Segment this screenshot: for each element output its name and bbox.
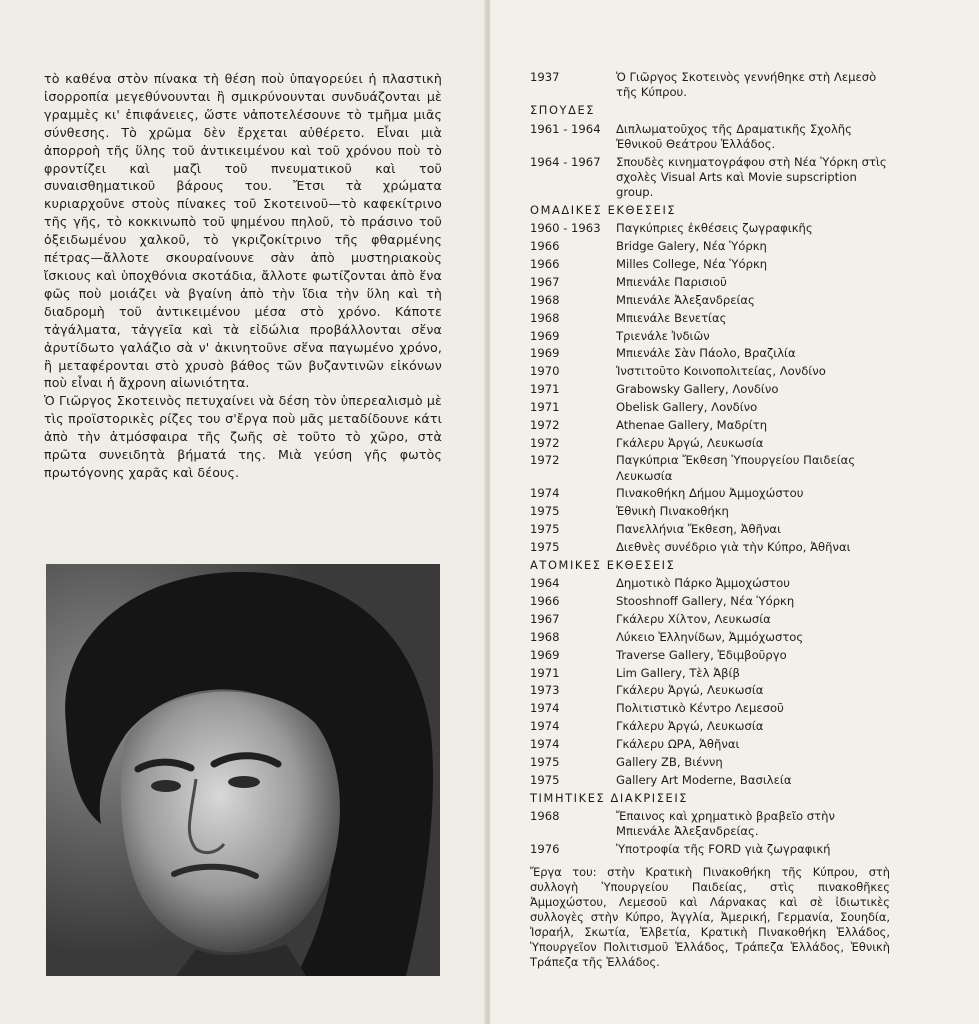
entry-text: Ἔπαινος καὶ χρηματικὸ βραβεῖο στὴν Μπιενάλε Ἀλεξανδρείας. — [616, 809, 835, 839]
entry-text: Γκάλερυ Χίλτον, Λευκωσία — [616, 612, 771, 627]
entry-year: 1970 — [530, 364, 560, 379]
cv-entry — [530, 504, 890, 519]
cv-entry — [530, 453, 890, 483]
entry-year: 1972 — [530, 435, 560, 450]
cv-entry — [530, 122, 890, 152]
cv-entry — [530, 346, 890, 361]
entry-year: 1975 — [530, 504, 560, 519]
cv-entry — [530, 737, 890, 752]
entry-year: 1975 — [530, 772, 560, 787]
entry-year: 1967 — [530, 612, 560, 627]
entry-year: 1966 — [530, 239, 560, 254]
entry-text: Μπιενάλε Βενετίας — [616, 310, 727, 325]
cv-entry — [530, 486, 890, 501]
cv-entry — [530, 755, 890, 770]
entry-text: Traverse Gallery, Ἐδιμβοῦργο — [616, 647, 787, 662]
cv-entry — [530, 364, 890, 379]
entry-year: 1961 - 1964 — [530, 121, 601, 136]
entry-text: Stooshnoff Gallery, Νέα Ὑόρκη — [616, 594, 795, 609]
entry-year: 1966 — [530, 594, 560, 609]
cv-entry — [530, 522, 890, 537]
entry-text: Gallery Art Moderne, Βασιλεία — [616, 772, 792, 787]
bio-year: 1937 — [530, 70, 560, 84]
entry-text: Σπουδὲς κινηματογράφου στὴ Νέα Ὑόρκη στὶς σχολὲς Visual Arts καὶ Movie supscription group. — [616, 154, 887, 200]
entry-year: 1968 — [530, 310, 560, 325]
cv-entry — [530, 382, 890, 397]
cv-entry — [530, 155, 890, 201]
entry-text: Bridge Galery, Νέα Ὑόρκη — [616, 239, 767, 254]
entry-year: 1974 — [530, 701, 560, 716]
entry-year: 1968 — [530, 809, 560, 824]
entry-year: 1969 — [530, 328, 560, 343]
bio-text: Ὁ Γιῶργος Σκοτεινὸς γεννήθηκε στὴ Λεμεσὸ τῆς Κύπρου. — [616, 70, 877, 100]
entry-text: Γκάλερυ Ἀργώ, Λευκωσία — [616, 719, 764, 734]
entry-year: 1973 — [530, 683, 560, 698]
entry-year: 1966 — [530, 257, 560, 272]
section-title: ΑΤΟΜΙΚΕΣ ΕΚΘΕΣΕΙΣ — [530, 558, 676, 573]
entry-text: Λύκειο Ἑλληνίδων, Ἀμμόχωστος — [616, 629, 804, 644]
cv-entry — [530, 329, 890, 344]
cv-entry — [530, 436, 890, 451]
entry-text: Γκάλερυ Ἀργώ, Λευκωσία — [616, 435, 764, 450]
entry-year: 1964 — [530, 576, 560, 591]
cv-entry — [530, 540, 890, 555]
entry-text: Ἰνστιτοῦτο Κοινοπολιτείας, Λονδίνο — [616, 364, 826, 379]
entry-year: 1967 — [530, 275, 560, 289]
cv-entry — [530, 809, 890, 839]
cv-entry — [530, 400, 890, 415]
entry-year: 1971 — [530, 399, 560, 414]
cv-entry — [530, 701, 890, 716]
cv-entry — [530, 275, 890, 290]
entry-text: Παγκύπρια Ἔκθεση Ὑπουργείου Παιδείας Λευκωσία — [616, 453, 856, 483]
cv-entry — [530, 719, 890, 734]
artist-portrait-photo — [46, 564, 440, 976]
entry-year: 1975 — [530, 754, 560, 769]
works-text: Ἔργα του: στὴν Κρατικὴ Πινακοθήκη τῆς Κύπρου, στὴ συλλογὴ Ὑπουργείου Παιδείας, στὶς πινακοθῆκες Ἀμμοχώστου, Λεμεσοῦ καὶ Λάρνακας καὶ σὲ ἰδιωτικὲς συλλογὲς στὴν Κύπρο, Ἀγγλία, Ἀμερική, Γερμανία, Σουηδία, Ἰσραήλ, Σκωτία, Ἑλβετία, Κρατικὴ Πινακοθήκη Ἑλλάδος, Ὑπουργεῖον Πολιτισμοῦ Ἑλλάδος, Τράπεζα Ἑλλάδος, Ἐθνικὴ Τράπεζα τῆς Ἑλλάδος. — [530, 865, 890, 969]
section-title: ΤΙΜΗΤΙΚΕΣ ΔΙΑΚΡΙΣΕΙΣ — [530, 790, 689, 805]
cv-entry — [530, 630, 890, 645]
entry-year: 1969 — [530, 346, 560, 361]
entry-text: Πανελλήνια Ἔκθεση, Ἀθῆναι — [616, 522, 781, 537]
entry-year: 1969 — [530, 647, 560, 662]
entry-text: Ἐθνικὴ Πινακοθήκη — [616, 504, 729, 519]
cv-sections — [530, 103, 890, 857]
entry-text: Παγκύπριες ἐκθέσεις ζωγραφικῆς — [616, 221, 813, 236]
entry-year: 1975 — [530, 522, 560, 537]
essay-paragraph-1: τὸ καθένα στὸν πίνακα τὴ θέση ποὺ ὑπαγορεύει ἡ πλαστικὴ ἰσορροπία μεγεθύνουνται ἢ σμικρύνουνται συνδυάζονται μὲ γραμμὲς κι' ἐπιφάνειες, ὥστε νἀποτελέσουνε τὸ τμῆμα μιᾶς σύνθεσης. Τὸ χρῶμα δὲν ἔρχεται αὐθέρετο. Εἶναι μιὰ ἀπορροὴ τῆς ὕλης τοῦ ἀντικειμένου καὶ τοῦ χρόνου ποὺ τὸ φροντίζει καὶ μαζὶ τοῦ πνευματικοῦ καὶ τοῦ συναισθηματικοῦ βάρους του. Ἔτσι τὰ χρώματα κυριαρχοῦνε στοὺς πίνακες τοῦ Σκοτεινοῦ—τὸ καφεκίτρινο τῆς γῆς, τὸ κοκκινωπὸ τοῦ ψημένου πηλοῦ, τὸ πράσινο τοῦ ὀξειδωμένου χαλκοῦ, τὸ γκριζοκίτρινο τῆς φθαρμένης πέτρας—ἄλλοτε σκουραίνουνε σὰν ἀπὸ μυστηριακοὺς ἴσκιους καὶ ὑποχθόνια σκοτάδια, ἄλλοτε φωτίζονται ἀπὸ ἕνα φῶς ποὺ μοιάζει νὰ βγαίνη ἀπὸ τὴν ἴδια τὴν ὕλη καὶ τὴ διαδρομὴ τοῦ ἀντικειμένου μέσα στὸ χρόνο. Κάποτε τἀγάλματα, τἀγγεῖα καὶ τὰ εἰδώλια προβάλλονται σἕνα ἀρυτίδωτο γαλάζιο σὰ ν' ἀκινητοῦνε σἕνα παγωμένο χρόνο, ἢ μεταφέρονται στὸ χρυσὸ βάθος τῶν βυζαντινῶν εἰκόνων ποὺ εἶναι ἡ ἄχρονη αἰωνιότητα. — [44, 71, 442, 391]
entry-text: Obelisk Gallery, Λονδίνο — [616, 399, 758, 414]
entry-text: Δημοτικὸ Πάρκο Ἀμμοχώστου — [616, 576, 790, 591]
artist-cv — [530, 70, 890, 970]
entry-year: 1974 — [530, 737, 560, 752]
entry-text: Μπιενάλε Σὰν Πάολο, Βραζιλία — [616, 346, 796, 361]
entry-text: Μπιενάλε Ἀλεξανδρείας — [616, 292, 755, 307]
entry-text: Gallery ZB, Βιέννη — [616, 754, 723, 769]
cv-entry — [530, 773, 890, 788]
entry-year: 1976 — [530, 842, 560, 857]
entry-text: Διπλωματοῦχος τῆς Δραματικῆς Σχολῆς Ἐθνικοῦ Θεάτρου Ἑλλάδος. — [616, 121, 852, 151]
entry-text: Γκάλερυ ΩΡΑ, Ἀθῆναι — [616, 737, 740, 752]
entry-year: 1968 — [530, 292, 560, 307]
cv-entry — [530, 612, 890, 627]
cv-entry — [530, 257, 890, 272]
entry-year: 1964 - 1967 — [530, 154, 601, 169]
cv-entry — [530, 648, 890, 663]
essay-paragraph-2: Ὁ Γιῶργος Σκοτεινὸς πετυχαίνει νὰ δέση τὸν ὑπερεαλισμὸ μὲ τὶς προϊστορικὲς ρίζες του σ'ἔργα ποὺ μᾶς μεταδίδουνε κάτι ἀπὸ τὴν ἀτμόσφαιρα τῆς ζωῆς σὲ τοῦτο τὸ χῶρο, στὰ πρῶτα συνειδητὰ βήματά της. Μιὰ γεύση γῆς φωτὸς πρωτόγονης χαρᾶς καὶ δέους. — [44, 393, 442, 480]
entry-text: Τριενάλε Ἰνδιῶν — [616, 328, 710, 343]
section-title: ΟΜΑΔΙΚΕΣ ΕΚΘΕΣΕΙΣ — [530, 203, 677, 218]
cv-entry — [530, 842, 890, 857]
entry-text: Lim Gallery, Τὲλ Ἀβίβ — [616, 665, 740, 680]
entry-text: Μπιενάλε Παρισιοῦ — [616, 275, 727, 289]
left-page — [0, 0, 486, 1024]
cv-entry — [530, 683, 890, 698]
essay-text — [44, 70, 442, 482]
entry-text: Διεθνὲς συνέδριο γιὰ τὴν Κύπρο, Ἀθῆναι — [616, 540, 851, 555]
entry-text: Πολιτιστικὸ Κέντρο Λεμεσοῦ — [616, 701, 784, 716]
cv-entry — [530, 311, 890, 326]
entry-year: 1974 — [530, 719, 560, 734]
section-title: ΣΠΟΥΔΕΣ — [530, 103, 596, 118]
entry-year: 1972 — [530, 417, 560, 432]
cv-entry — [530, 594, 890, 609]
entry-text: Grabowsky Gallery, Λονδίνο — [616, 382, 779, 397]
entry-text: Γκάλερυ Ἀργώ, Λευκωσία — [616, 683, 764, 698]
cv-entry — [530, 239, 890, 254]
entry-year: 1971 — [530, 665, 560, 680]
cv-entry — [530, 418, 890, 433]
bio-entry — [530, 70, 890, 100]
cv-entry — [530, 666, 890, 681]
entry-year: 1960 - 1963 — [530, 221, 601, 236]
entry-year: 1972 — [530, 453, 560, 468]
entry-text: Athenae Gallery, Μαδρίτη — [616, 417, 768, 432]
cv-entry — [530, 221, 890, 236]
entry-year: 1971 — [530, 382, 560, 397]
entry-text: Πινακοθήκη Δήμου Ἀμμοχώστου — [616, 486, 804, 501]
entry-text: Ὑποτροφία τῆς FORD γιὰ ζωγραφική — [616, 842, 831, 857]
entry-year: 1974 — [530, 486, 560, 501]
entry-year: 1968 — [530, 629, 560, 644]
entry-year: 1975 — [530, 540, 560, 555]
cv-entry — [530, 293, 890, 308]
entry-text: Milles College, Νέα Ὑόρκη — [616, 257, 768, 272]
cv-entry — [530, 576, 890, 591]
